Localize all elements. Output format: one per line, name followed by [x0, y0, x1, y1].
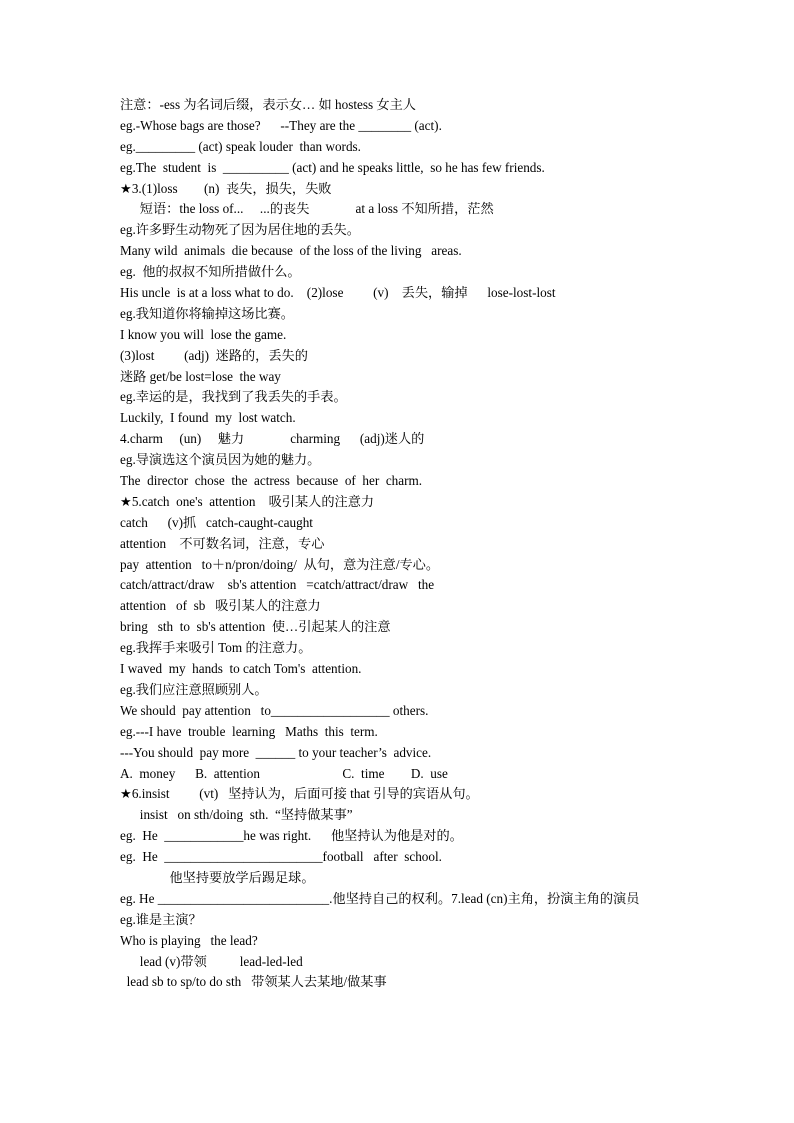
- text-line-23: pay attention to＋n/pron/doing/ 从句，意为注意/专心。: [120, 556, 440, 572]
- text-line-20: ★5.catch one's attention 吸引某人的注意力: [120, 493, 375, 509]
- text-line-4: eg.The student is __________ (act) and he speaks little, so he has few friends.: [120, 159, 545, 175]
- text-line-32: ---You should pay more ______ to your teacher’s advice.: [120, 744, 432, 760]
- text-line-15: eg.幸运的是，我找到了我丢失的手表。: [120, 389, 347, 405]
- text-line-40: eg.谁是主演？: [120, 911, 202, 927]
- text-line-35: insist on sth/doing sth. “坚持做某事”: [120, 807, 353, 823]
- text-line-26: bring sth to sb's attention 使…引起某人的注意: [120, 619, 391, 635]
- text-line-19: The director chose the actress because of her charm.: [120, 473, 423, 489]
- text-line-34: ★6.insist (vt) 坚持认为，后面可接 that 引导的宾语从句。: [120, 786, 479, 802]
- text-line-21: catch (v)抓 catch-caught-caught: [120, 514, 313, 530]
- text-line-16: Luckily, I found my lost watch.: [120, 410, 296, 426]
- text-line-11: eg.我知道你将输掉这场比赛。: [120, 305, 294, 321]
- text-line-42: lead (v)带领 lead-led-led: [120, 953, 303, 969]
- text-line-7: eg.许多野生动物死了因为居住地的丢失。: [120, 222, 360, 238]
- text-line-5: ★3.(1)loss (n) 丧失，损失，失败: [120, 180, 332, 196]
- text-line-36: eg. He ____________he was right. 他坚持认为他是对的。: [120, 828, 463, 844]
- text-line-9: eg. 他的叔叔不知所措做什么。: [120, 264, 301, 280]
- text-line-28: I waved my hands to catch Tom's attention.: [120, 661, 362, 677]
- text-line-38: 他坚持要放学后踢足球。: [120, 869, 315, 885]
- text-line-3: eg._________ (act) speak louder than words.: [120, 138, 361, 154]
- text-line-37: eg. He ________________________football after school.: [120, 849, 442, 865]
- text-line-14: 迷路 get/be lost=lose the way: [120, 368, 281, 384]
- text-line-22: attention 不可数名词，注意，专心: [120, 535, 325, 551]
- text-line-25: attention of sb 吸引某人的注意力: [120, 598, 321, 614]
- text-line-1: 注意：-ess 为名词后缀，表示女… 如 hostess 女主人: [120, 97, 416, 112]
- text-line-39: eg. He __________________________.他坚持自己的权利。7.lead (cn)主角，扮演主角的演员: [120, 890, 640, 906]
- text-line-17: 4.charm (un) 魅力 charming (adj)迷人的: [120, 431, 425, 447]
- text-line-13: (3)lost (adj) 迷路的，丢失的: [120, 347, 308, 363]
- text-line-24: catch/attract/draw sb's attention =catch/attract/draw the: [120, 577, 435, 593]
- text-line-30: We should pay attention to__________________ others.: [120, 702, 429, 718]
- text-line-27: eg.我挥手来吸引 Tom 的注意力。: [120, 640, 312, 656]
- text-line-33: A. money B. attention C. time D. use: [120, 765, 448, 781]
- text-line-6: 短语：the loss of... ...的丧失 at a loss 不知所措，茫然: [120, 201, 494, 217]
- text-line-29: eg.我们应注意照顾别人。: [120, 681, 268, 697]
- text-line-43: lead sb to sp/to do sth 带领某人去某地/做某事: [120, 974, 387, 990]
- text-line-12: I know you will lose the game.: [120, 326, 287, 342]
- text-line-2: eg.-Whose bags are those? --They are the ________ (act).: [120, 117, 442, 133]
- text-line-8: Many wild animals die because of the loss of the living areas.: [120, 243, 462, 259]
- text-line-10: His uncle is at a loss what to do. (2)lose (v) 丢失，输掉 lose-lost-lost: [120, 285, 556, 301]
- text-line-18: eg.导演选这个演员因为她的魅力。: [120, 452, 321, 468]
- text-line-41: Who is playing the lead?: [120, 932, 258, 948]
- document-body: [120, 95, 680, 993]
- text-line-31: eg.---I have trouble learning Maths this term.: [120, 723, 378, 739]
